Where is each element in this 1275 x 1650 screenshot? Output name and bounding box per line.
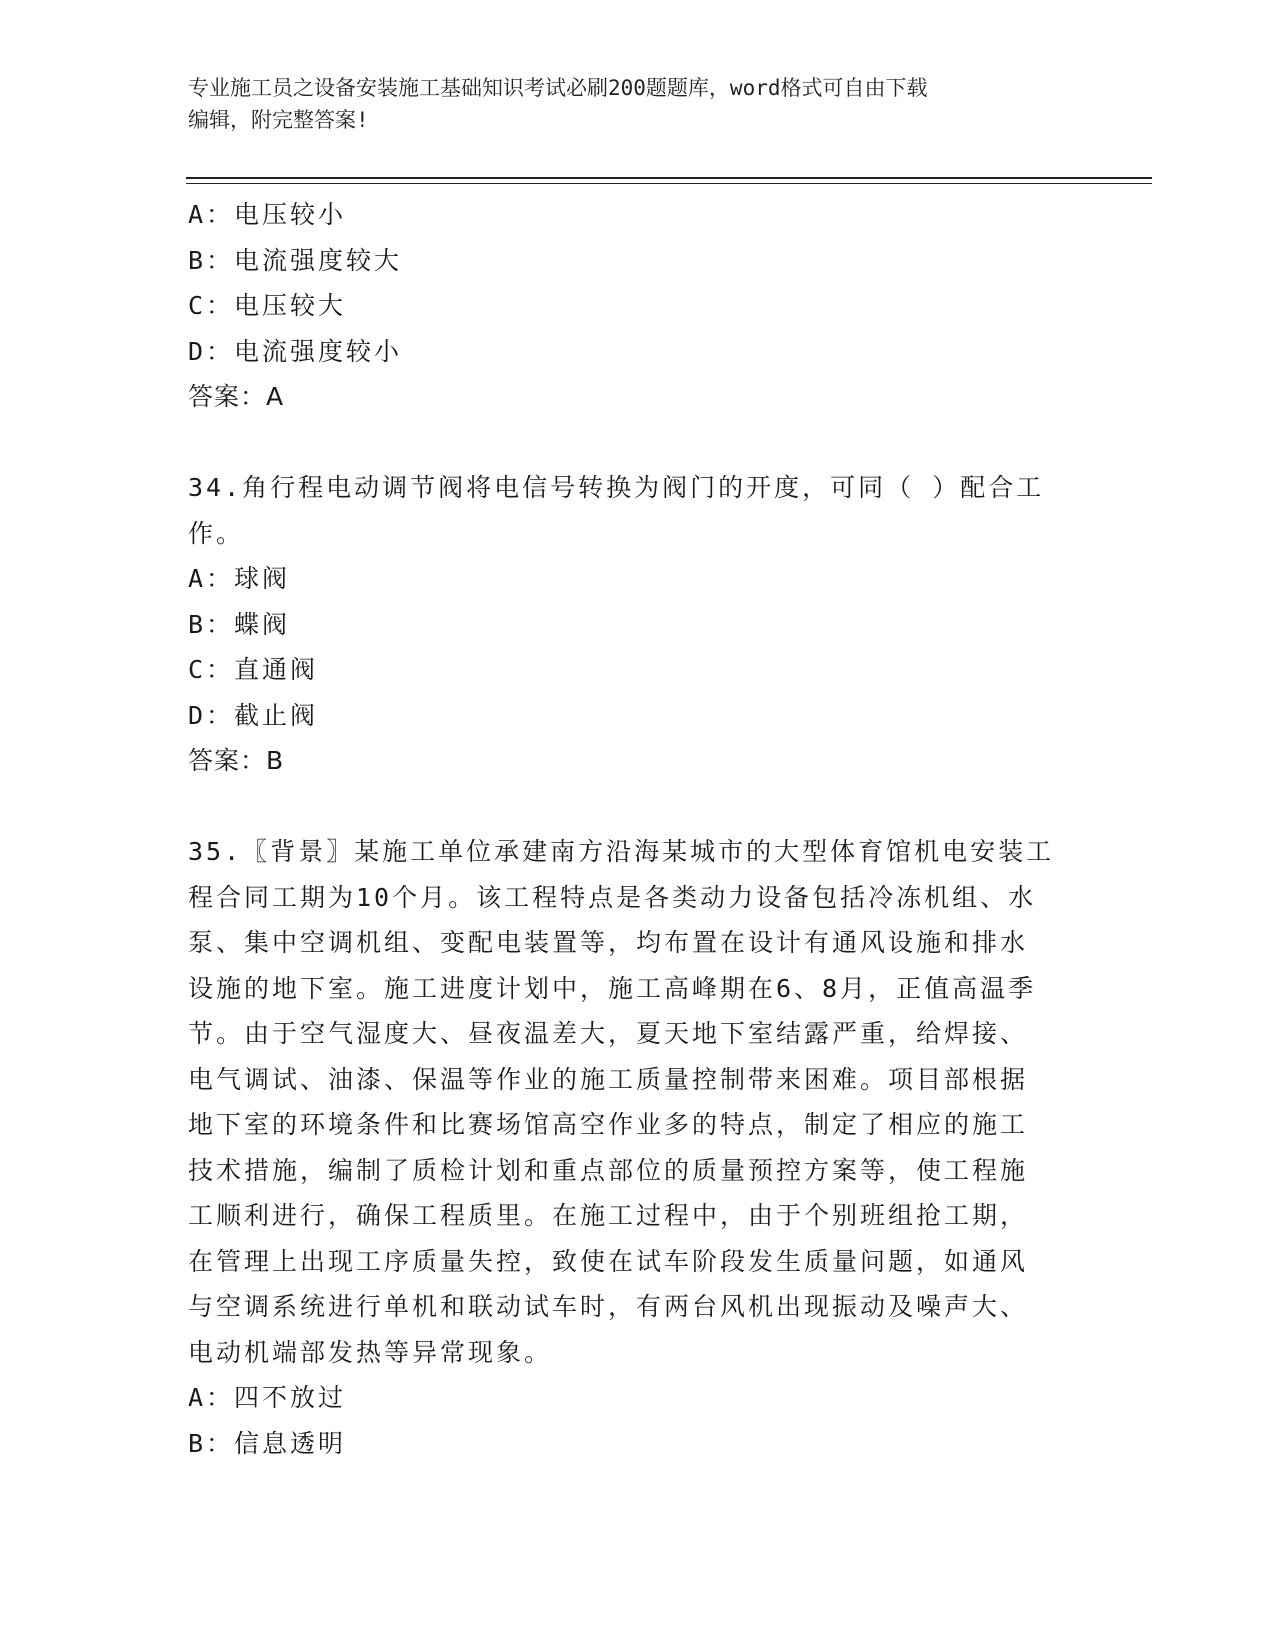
question-34	[188, 465, 1088, 784]
question-text-line: 35.〖背景〗某施工单位承建南方沿海某城市的大型体育馆机电安装工	[188, 837, 1055, 866]
option-b: B：蝶阀	[188, 609, 291, 639]
question-text-line: 电动机端部发热等异常现象。	[188, 1337, 553, 1367]
spacer	[188, 420, 1088, 466]
option-c: C：电压较大	[188, 291, 347, 320]
question-text-line: 作。	[188, 518, 245, 548]
question-text-line: 地下室的环境条件和比赛场馆高空作业多的特点，制定了相应的施工	[188, 1110, 1029, 1139]
question-text-line: 技术措施，编制了质检计划和重点部位的质量预控方案等，使工程施	[188, 1155, 1029, 1185]
header-title-line-1: 专业施工员之设备安装施工基础知识考试必刷200题题库，word格式可自由下载	[188, 76, 928, 100]
question-text-line: 与空调系统进行单机和联动试车时，有两台风机出现振动及噪声大、	[188, 1292, 1029, 1321]
header-rule-thin	[186, 183, 1152, 184]
answer: 答案：B	[188, 746, 285, 775]
option-a: A：四不放过	[188, 1383, 347, 1412]
question-text-line: 节。由于空气湿度大、昼夜温差大，夏天地下室结露严重，给焊接、	[188, 1019, 1029, 1048]
question-text-line: 电气调试、油漆、保温等作业的施工质量控制带来困难。项目部根据	[188, 1064, 1029, 1094]
question-text-line: 工顺利进行，确保工程质里。在施工过程中，由于个别班组抢工期，	[188, 1201, 1029, 1230]
answer: 答案：A	[188, 382, 285, 411]
question-text-line: 泵、集中空调机组、变配电装置等，均布置在设计有通风设施和排水	[188, 928, 1029, 957]
option-a: A：电压较小	[188, 200, 347, 229]
question-text-line: 设施的地下室。施工进度计划中，施工高峰期在6、8月，正值高温季	[188, 973, 1037, 1003]
header-rule-thick	[186, 177, 1152, 179]
header-title-line-2: 编辑，附完整答案!	[188, 108, 369, 132]
option-b: B：电流强度较大	[188, 245, 403, 275]
option-a: A：球阀	[188, 564, 291, 593]
option-b: B：信息透明	[188, 1428, 347, 1458]
question-text-line: 程合同工期为10个月。该工程特点是各类动力设备包括冷冻机组、水	[188, 882, 1037, 912]
question-text-line: 34.角行程电动调节阀将电信号转换为阀门的开度，可同（ ）配合工	[188, 473, 1045, 502]
document-body	[188, 192, 1088, 1466]
option-d: D：截止阀	[188, 700, 319, 730]
document-header	[188, 72, 1068, 136]
option-d: D：电流强度较小	[188, 336, 403, 366]
question-text-line: 在管理上出现工序质量失控，致使在试车阶段发生质量问题，如通风	[188, 1246, 1029, 1276]
option-c: C：直通阀	[188, 655, 319, 684]
spacer	[188, 784, 1088, 830]
question-35	[188, 829, 1088, 1466]
question-33	[188, 192, 1088, 420]
